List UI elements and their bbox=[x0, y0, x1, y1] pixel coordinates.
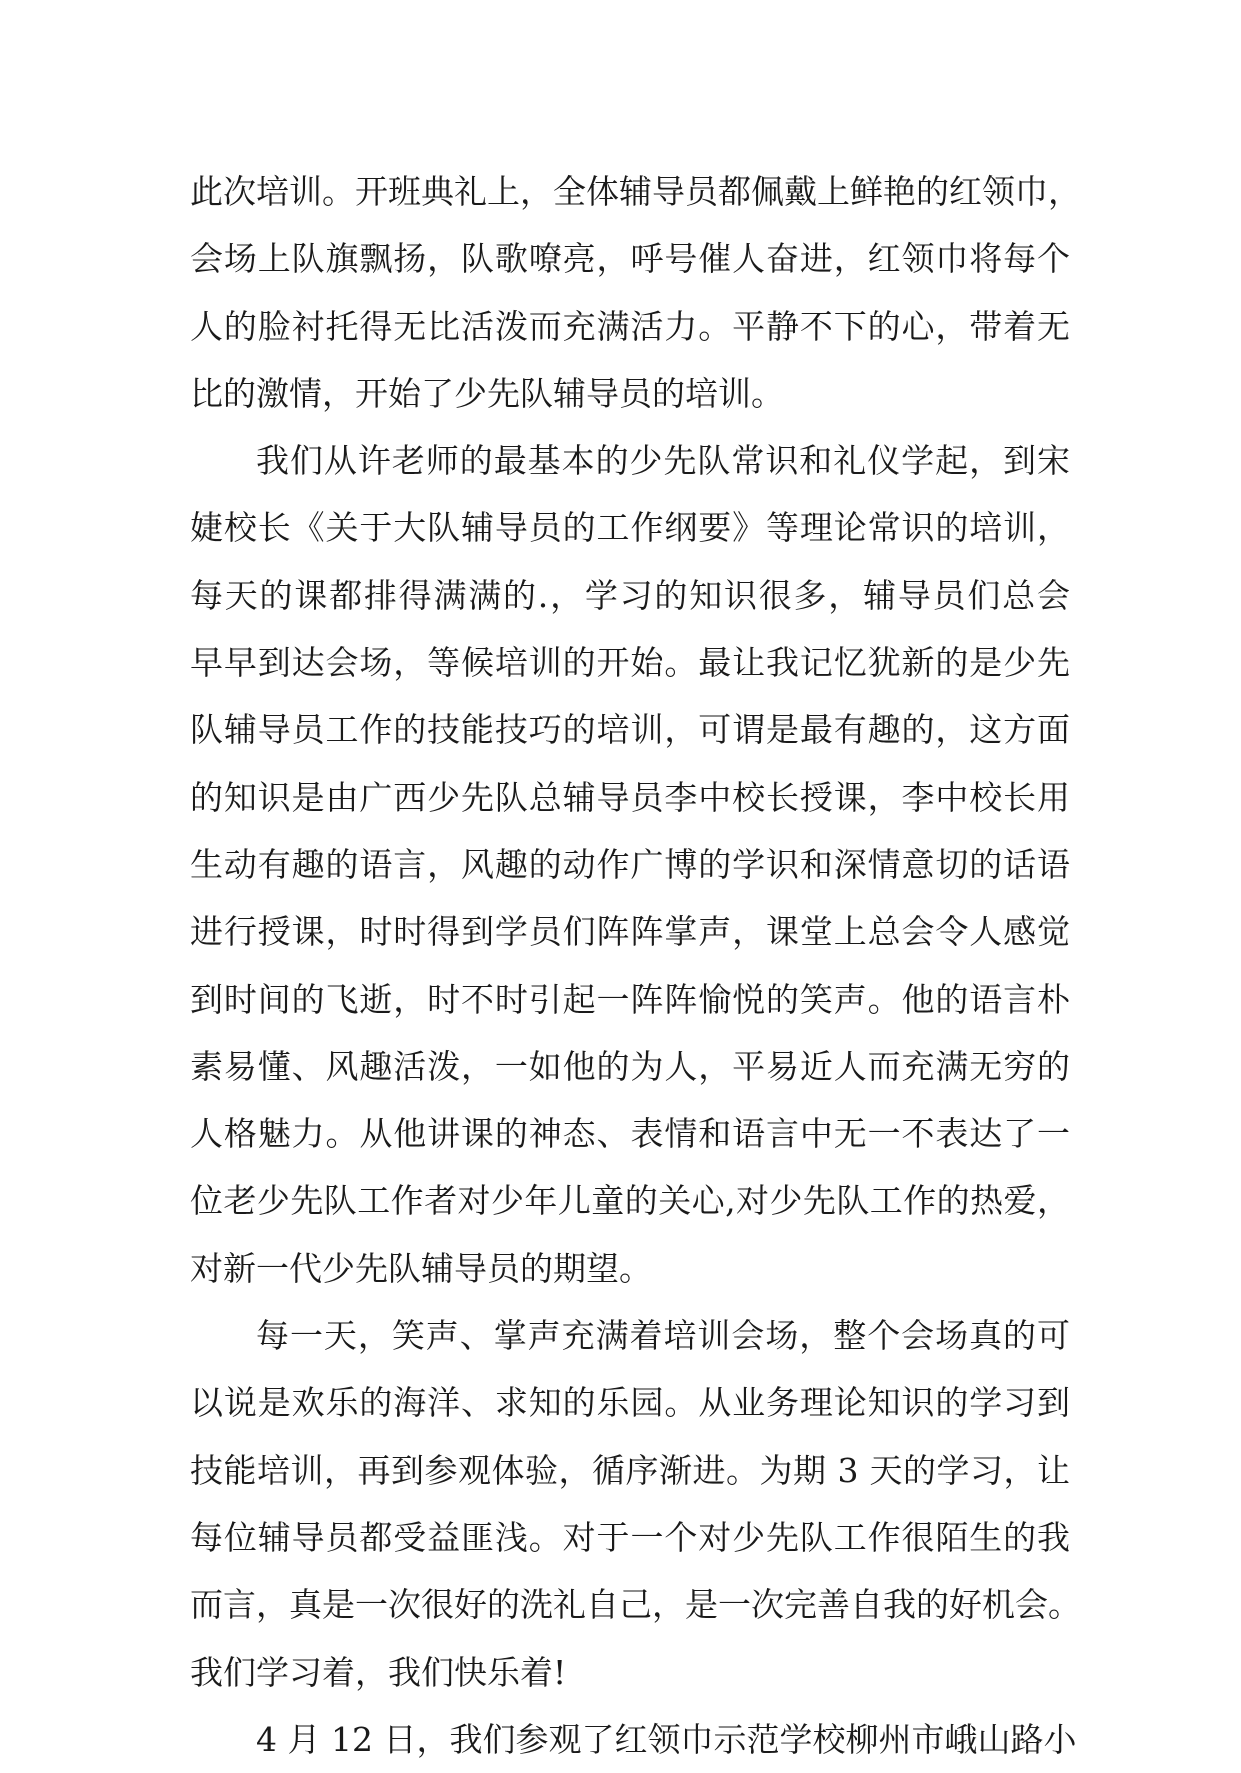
text-line: 每位辅导员都受益匪浅。对于一个对少先队工作很陌生的我 bbox=[190, 1517, 1070, 1557]
text-line: 而言，真是一次很好的洗礼自己，是一次完善自我的好机会。 bbox=[190, 1585, 1081, 1625]
paragraph-first-line: 4 月 12 日，我们参观了红领巾示范学校柳州市峨山路小 bbox=[256, 1719, 1077, 1759]
document-body bbox=[190, 158, 1081, 1773]
text-line: 进行授课，时时得到学员们阵阵掌声，课堂上总会令人感觉 bbox=[190, 912, 1070, 952]
text-line: 技能培训，再到参观体验，循序渐进。为期 3 天的学习，让 bbox=[190, 1450, 1070, 1490]
text-line: 生动有趣的语言，风趣的动作广博的学识和深情意切的话语 bbox=[190, 844, 1070, 884]
text-line: 的知识是由广西少先队总辅导员李中校长授课，李中校长用 bbox=[190, 777, 1070, 817]
text-line: 每天的课都排得满满的.，学习的知识很多，辅导员们总会 bbox=[190, 575, 1070, 615]
text-line: 会场上队旗飘扬，队歌嘹亮，呼号催人奋进，红领巾将每个 bbox=[190, 239, 1070, 279]
text-line: 人的脸衬托得无比活泼而充满活力。平静不下的心，带着无 bbox=[190, 306, 1070, 346]
text-line: 人格魅力。从他讲课的神态、表情和语言中无一不表达了一 bbox=[190, 1114, 1070, 1154]
text-line: 以说是欢乐的海洋、求知的乐园。从业务理论知识的学习到 bbox=[190, 1383, 1070, 1423]
text-line: 婕校长《关于大队辅导员的工作纲要》等理论常识的培训， bbox=[190, 508, 1070, 548]
text-line: 队辅导员工作的技能技巧的培训，可谓是最有趣的，这方面 bbox=[190, 710, 1070, 750]
text-line: 对新一代少先队辅导员的期望。 bbox=[190, 1248, 652, 1288]
text-line: 我们学习着，我们快乐着! bbox=[190, 1652, 567, 1692]
text-line: 位老少先队工作者对少年儿童的关心,对少先队工作的热爱， bbox=[190, 1181, 1070, 1221]
text-line: 素易懂、风趣活泼，一如他的为人，平易近人而充满无穷的 bbox=[190, 1046, 1070, 1086]
paragraph-first-line: 每一天，笑声、掌声充满着培训会场，整个会场真的可 bbox=[256, 1316, 1070, 1356]
paragraph-first-line: 我们从许老师的最基本的少先队常识和礼仪学起，到宋 bbox=[256, 441, 1070, 481]
text-line: 早早到达会场，等候培训的开始。最让我记忆犹新的是少先 bbox=[190, 643, 1070, 683]
text-line: 比的激情，开始了少先队辅导员的培训。 bbox=[190, 373, 784, 413]
text-line: 此次培训。开班典礼上，全体辅导员都佩戴上鲜艳的红领巾， bbox=[190, 172, 1081, 211]
text-line: 到时间的飞逝，时不时引起一阵阵愉悦的笑声。他的语言朴 bbox=[190, 979, 1070, 1019]
